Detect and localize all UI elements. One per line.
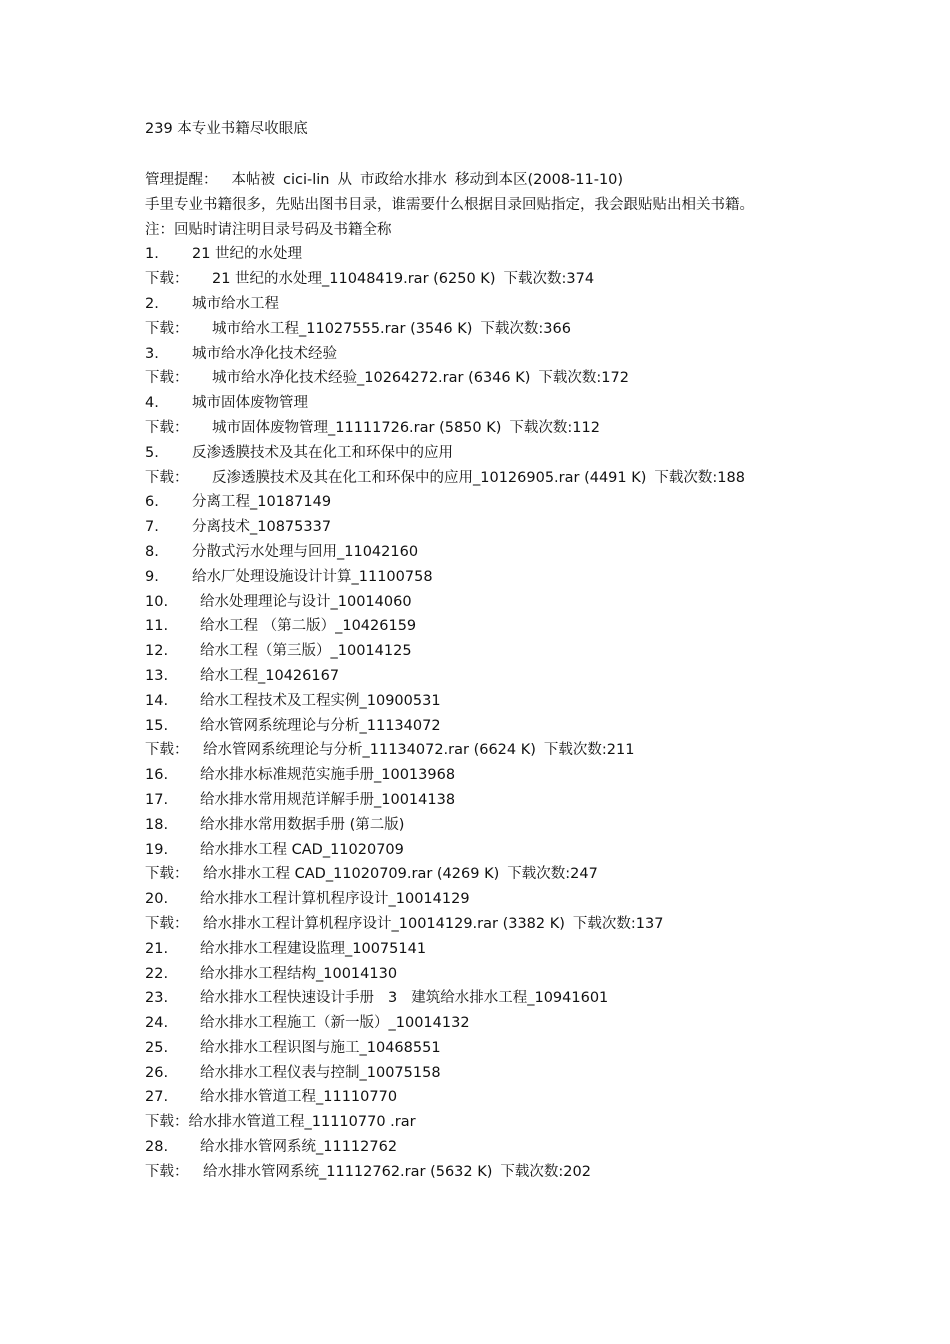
notice-suffix: 移动到本区(2008-11-10) <box>454 172 624 188</box>
book-number: 20. <box>145 891 169 908</box>
intro-paragraph: 手里专业书籍很多，先贴出图书目录，谁需要什么根据目录回贴指定，我会跟贴贴出相关书籍。 <box>145 196 754 213</box>
download-label: 下载： <box>145 469 189 486</box>
book-list-item <box>145 1036 825 1061</box>
notice-user-link[interactable]: cici-lin <box>283 172 330 188</box>
notice-label: 管理提醒： <box>145 172 218 188</box>
moderator-notice <box>145 168 825 193</box>
book-title: 给水工程技术及工程实例_10900531 <box>200 692 441 709</box>
book-title: 给水排水工程识图与施工_10468551 <box>200 1039 441 1056</box>
book-title: 给水排水标准规范实施手册_10013968 <box>200 767 456 784</box>
download-count: 下载次数:172 <box>538 370 629 387</box>
book-list-item <box>145 490 825 515</box>
download-count: 下载次数:112 <box>509 419 600 436</box>
download-row <box>145 1160 825 1185</box>
book-title: 给水管网系统理论与分析_11134072 <box>200 717 441 734</box>
book-title: 给水排水常用规范详解手册_10014138 <box>200 791 456 808</box>
book-number: 25. <box>145 1039 169 1056</box>
book-list-item <box>145 515 825 540</box>
download-row <box>145 862 825 887</box>
reply-note: 注：回贴时请注明目录号码及书籍全称 <box>145 221 392 238</box>
document-title: 239 本专业书籍尽收眼底 <box>145 121 308 137</box>
book-title: 给水排水工程建设监理_10075141 <box>200 940 427 957</box>
book-number: 23. <box>145 990 169 1007</box>
book-number: 11. <box>145 618 169 635</box>
book-list-item <box>145 838 825 863</box>
book-title: 给水排水工程施工（新一版）_10014132 <box>200 1015 470 1032</box>
download-label: 下载： <box>145 1114 189 1131</box>
download-label: 下载： <box>145 419 189 436</box>
download-file-link[interactable]: 给水排水工程 CAD_11020709.rar (4269 K) <box>203 866 500 883</box>
download-row <box>145 317 825 342</box>
download-row <box>145 416 825 441</box>
book-number: 2. <box>145 295 159 312</box>
book-list-item <box>145 664 825 689</box>
download-count: 下载次数:137 <box>572 915 664 932</box>
download-label: 下载： <box>145 1163 189 1180</box>
book-title: 给水排水工程 CAD_11020709 <box>200 841 404 858</box>
book-number: 18. <box>145 816 169 833</box>
book-list-item <box>145 962 825 987</box>
book-title: 城市给水工程 <box>192 295 279 312</box>
book-title: 给水排水工程结构_10014130 <box>200 965 398 982</box>
book-title: 给水排水工程快速设计手册 <box>200 990 374 1007</box>
download-label: 下载： <box>145 915 189 932</box>
download-file-link[interactable]: 反渗透膜技术及其在化工和环保中的应用_10126905.rar (4491 K) <box>212 469 647 486</box>
book-number: 12. <box>145 643 169 660</box>
book-title: 城市给水净化技术经验 <box>192 345 337 362</box>
download-count: 下载次数:247 <box>507 866 598 883</box>
book-number: 21. <box>145 940 169 957</box>
book-list <box>145 242 825 1184</box>
download-file-link[interactable]: 给水管网系统理论与分析_11134072.rar (6624 K) <box>203 742 536 759</box>
notice-forum-link[interactable]: 市政给水排水 <box>359 172 447 188</box>
book-title: 给水处理理论与设计_10014060 <box>200 593 412 610</box>
book-list-item <box>145 441 825 466</box>
book-list-item <box>145 1011 825 1036</box>
book-number: 19. <box>145 841 169 858</box>
download-row <box>145 466 825 491</box>
book-number: 8. <box>145 543 159 560</box>
book-number: 28. <box>145 1139 169 1156</box>
book-list-item <box>145 590 825 615</box>
book-list-item <box>145 763 825 788</box>
download-row <box>145 912 825 937</box>
download-label: 下载： <box>145 742 189 759</box>
book-title: 给水工程_10426167 <box>200 667 340 684</box>
book-number: 4. <box>145 395 159 412</box>
book-title: 城市固体废物管理 <box>192 395 308 412</box>
book-title: 给水排水管网系统_11112762 <box>200 1139 398 1156</box>
book-number: 14. <box>145 692 169 709</box>
download-file-link[interactable]: 给水排水管道工程_11110770 .rar <box>188 1114 416 1131</box>
book-title: 给水排水常用数据手册 (第二版) <box>200 816 405 833</box>
document-page <box>145 117 825 1185</box>
download-row <box>145 366 825 391</box>
book-title: 给水排水工程仪表与控制_10075158 <box>200 1064 441 1081</box>
download-label: 下载： <box>145 370 189 387</box>
book-list-item <box>145 714 825 739</box>
book-title: 21 世纪的水处理 <box>192 246 303 263</box>
book-list-item <box>145 1061 825 1086</box>
book-number-secondary: 3 <box>388 990 398 1007</box>
book-list-item <box>145 813 825 838</box>
download-file-link[interactable]: 城市固体废物管理_11111726.rar (5850 K) <box>212 419 502 436</box>
spacer <box>145 141 825 168</box>
book-title: 分离工程_10187149 <box>192 494 332 511</box>
book-title: 给水排水工程计算机程序设计_10014129 <box>200 891 470 908</box>
book-title: 分散式污水处理与回用_11042160 <box>192 543 419 560</box>
notice-prefix: 本帖被 <box>231 172 275 188</box>
book-number: 24. <box>145 1015 169 1032</box>
download-count: 下载次数:188 <box>654 469 745 486</box>
download-file-link[interactable]: 城市给水工程_11027555.rar (3546 K) <box>212 320 473 337</box>
book-number: 17. <box>145 791 169 808</box>
book-list-item <box>145 342 825 367</box>
download-row <box>145 1110 825 1135</box>
book-number: 9. <box>145 568 159 585</box>
book-title: 给水工程（第三版）_10014125 <box>200 643 412 660</box>
book-number: 26. <box>145 1064 169 1081</box>
book-title: 分离技术_10875337 <box>192 519 332 536</box>
book-list-item <box>145 937 825 962</box>
book-title: 给水厂处理设施设计计算_11100758 <box>192 568 433 585</box>
book-list-item <box>145 614 825 639</box>
download-label: 下载： <box>145 271 189 288</box>
book-number: 6. <box>145 494 159 511</box>
download-row <box>145 267 825 292</box>
book-number: 13. <box>145 667 169 684</box>
book-list-item <box>145 292 825 317</box>
book-title: 反渗透膜技术及其在化工和环保中的应用 <box>192 444 453 461</box>
book-list-item <box>145 565 825 590</box>
download-file-link[interactable]: 21 世纪的水处理_11048419.rar (6250 K) <box>212 271 496 288</box>
book-number: 3. <box>145 345 159 362</box>
book-number: 22. <box>145 965 169 982</box>
book-title: 给水工程 （第二版）_10426159 <box>200 618 417 635</box>
book-number: 16. <box>145 767 169 784</box>
download-count: 下载次数:374 <box>503 271 595 288</box>
book-list-item <box>145 540 825 565</box>
book-list-item <box>145 639 825 664</box>
book-number: 5. <box>145 444 159 461</box>
download-count: 下载次数:211 <box>543 742 635 759</box>
book-list-item <box>145 689 825 714</box>
download-row <box>145 738 825 763</box>
notice-from: 从 <box>337 172 352 188</box>
book-number: 7. <box>145 519 159 536</box>
book-list-item <box>145 1085 825 1110</box>
book-title: 给水排水管道工程_11110770 <box>200 1089 398 1106</box>
book-title-secondary: 建筑给水排水工程_10941601 <box>411 990 609 1007</box>
book-number: 27. <box>145 1089 169 1106</box>
download-count: 下载次数:366 <box>480 320 571 337</box>
book-list-item <box>145 242 825 267</box>
book-number: 1. <box>145 246 159 263</box>
download-file-link[interactable]: 给水排水管网系统_11112762.rar (5632 K) <box>203 1163 493 1180</box>
book-number: 10. <box>145 593 169 610</box>
download-count: 下载次数:202 <box>500 1163 591 1180</box>
book-list-item <box>145 986 825 1011</box>
book-list-item <box>145 887 825 912</box>
book-number: 15. <box>145 717 169 734</box>
book-list-item <box>145 391 825 416</box>
download-label: 下载： <box>145 320 189 337</box>
book-list-item <box>145 788 825 813</box>
download-file-link[interactable]: 给水排水工程计算机程序设计_10014129.rar (3382 K) <box>203 915 565 932</box>
download-file-link[interactable]: 城市给水净化技术经验_10264272.rar (6346 K) <box>212 370 531 387</box>
download-label: 下载： <box>145 866 189 883</box>
book-list-item <box>145 1135 825 1160</box>
